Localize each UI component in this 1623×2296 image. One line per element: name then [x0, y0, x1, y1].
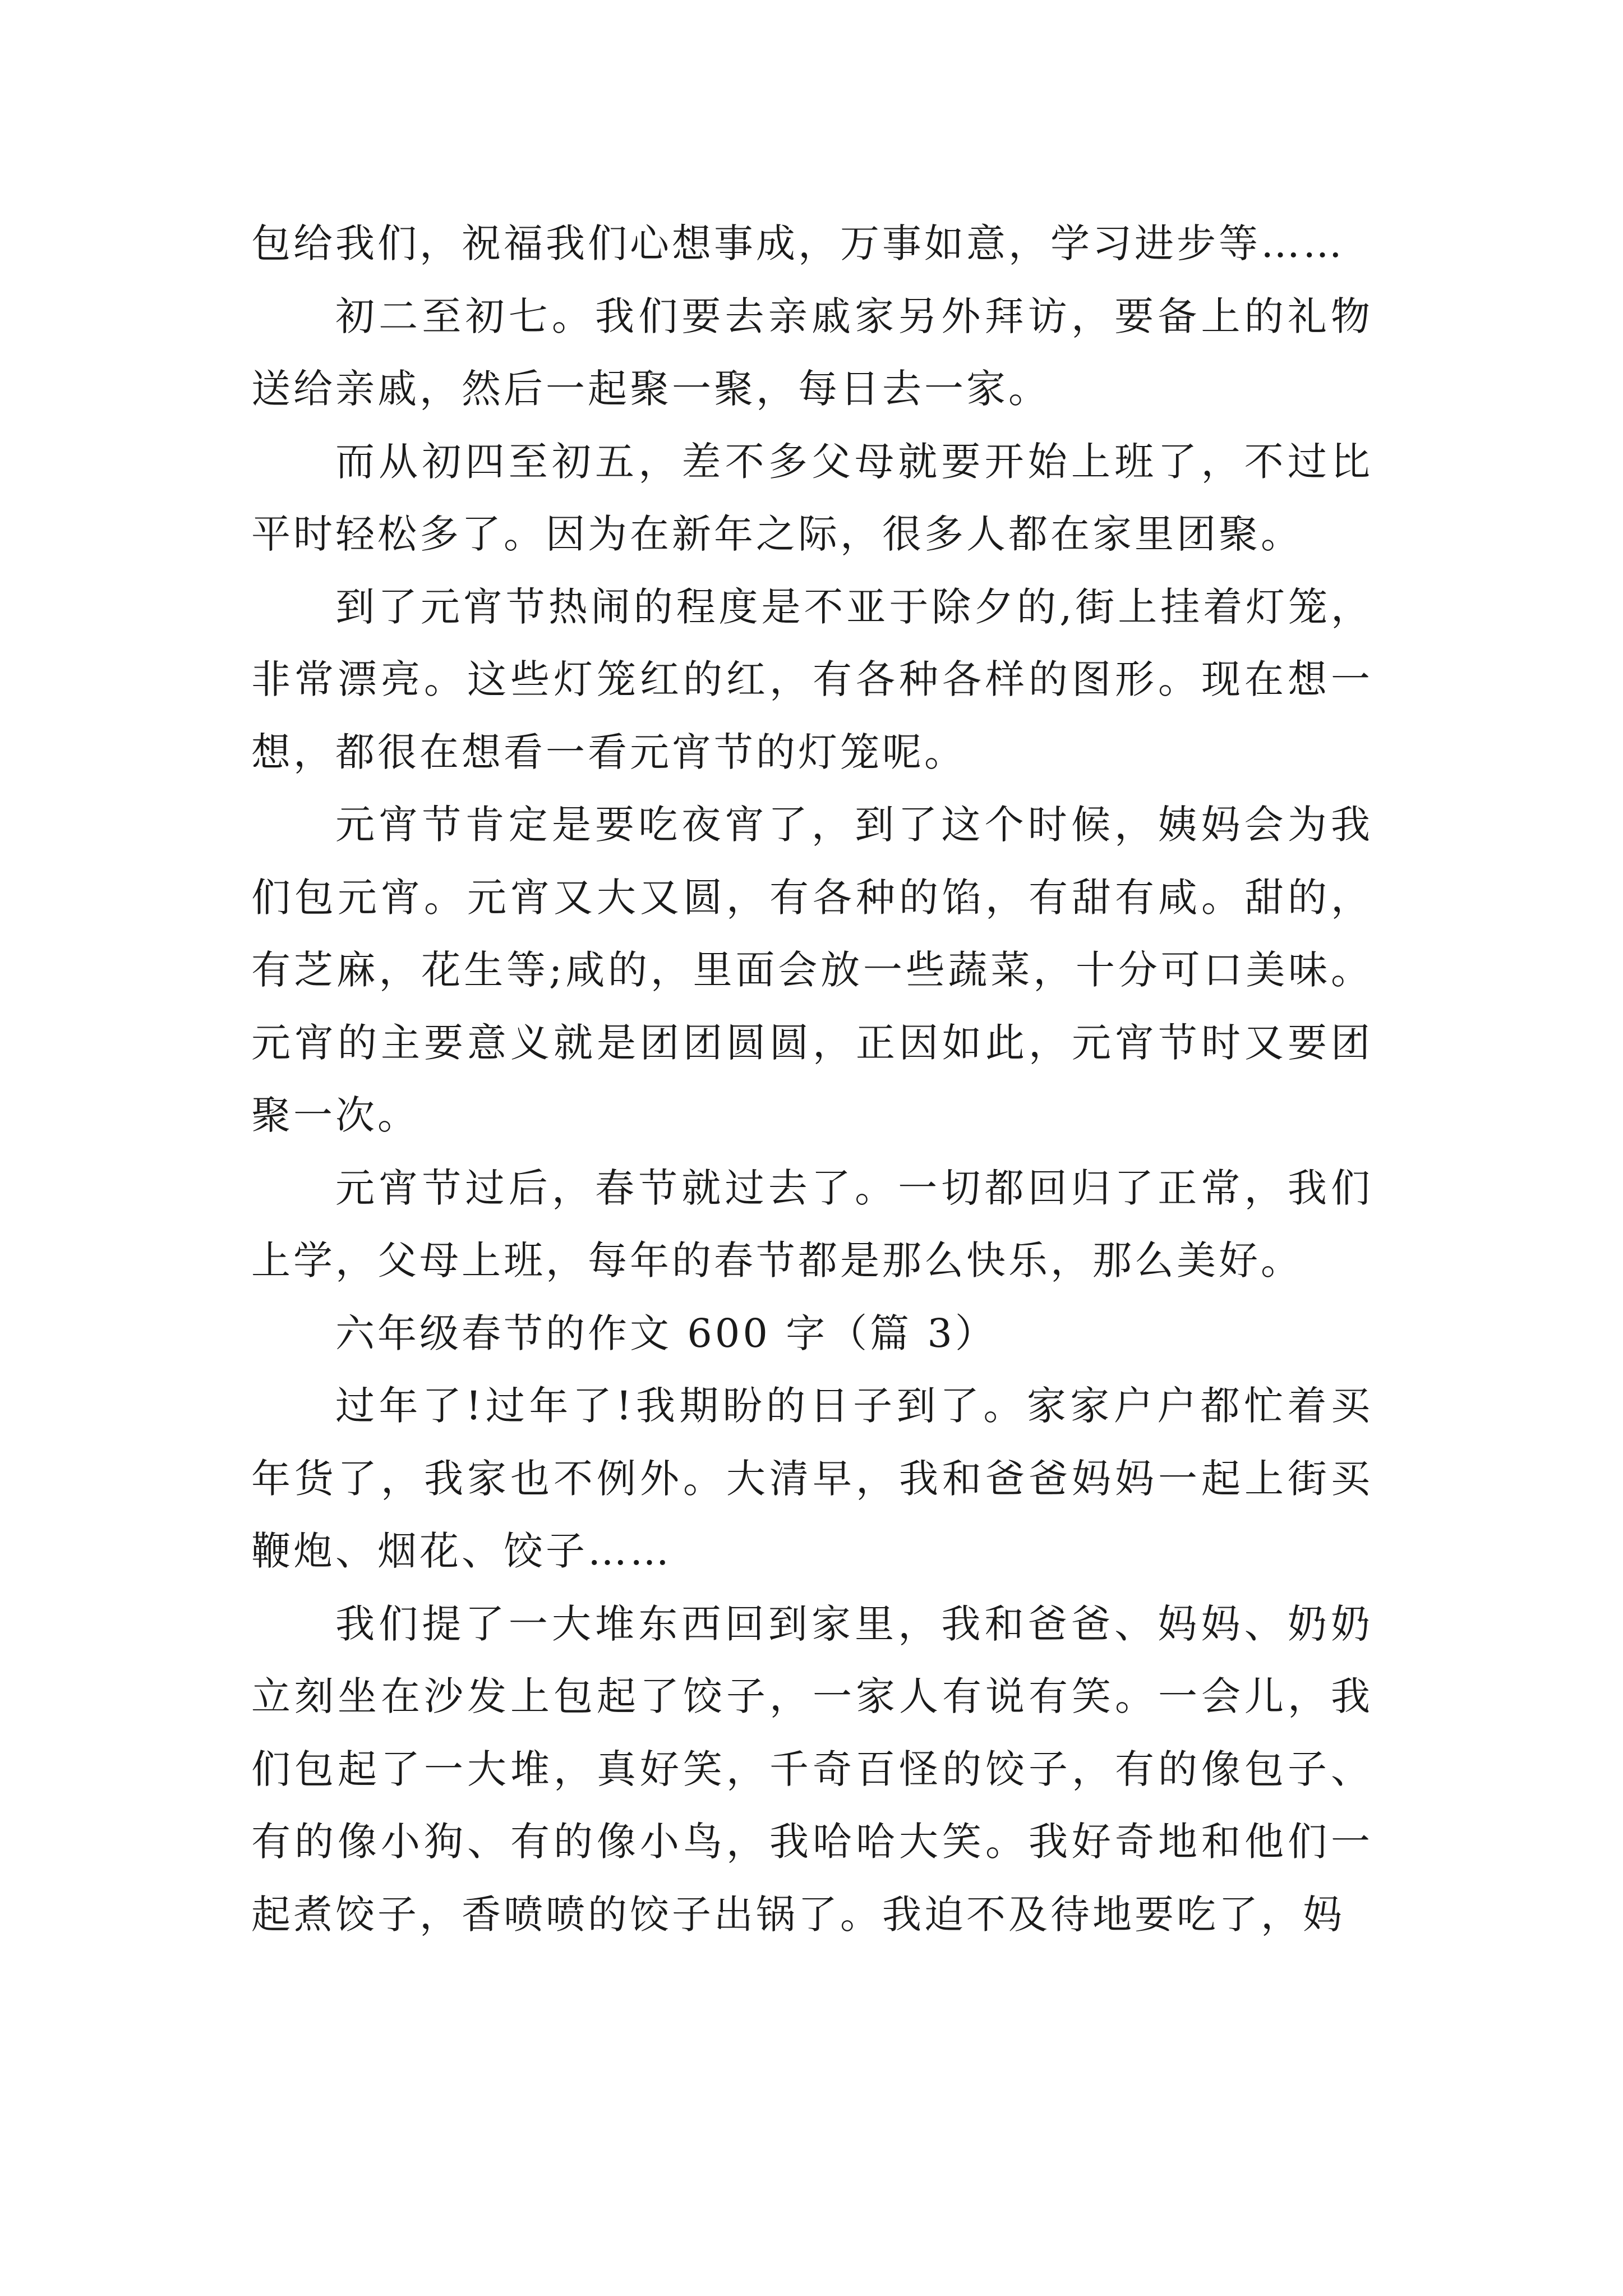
paragraph-7: 过年了!过年了!我期盼的日子到了。家家户户都忙着买年货了，我家也不例外。大清早，我和爸爸妈妈一起上街买鞭炮、烟花、饺子……	[251, 1383, 1373, 1574]
paragraph-5: 元宵节肯定是要吃夜宵了，到了这个时候，姨妈会为我们包元宵。元宵又大又圆，有各种的馅，有甜有咸。甜的，有芝麻，花生等;咸的，里面会放一些蔬菜，十分可口美味。元宵的主要意义就是团团圆圆，正因如此，元宵节时又要团聚一次。	[251, 802, 1373, 1138]
section-heading: 六年级春节的作文 600 字（篇 3）	[335, 1310, 997, 1356]
paragraph-6: 元宵节过后，春节就过去了。一切都回归了正常，我们上学，父母上班，每年的春节都是那么快乐，那么美好。	[251, 1165, 1373, 1283]
document-body	[251, 208, 1373, 1951]
paragraph-3: 而从初四至初五，差不多父母就要开始上班了，不过比平时轻松多了。因为在新年之际，很多人都在家里团聚。	[251, 438, 1373, 557]
paragraph-8: 我们提了一大堆东西回到家里，我和爸爸、妈妈、奶奶立刻坐在沙发上包起了饺子，一家人有说有笑。一会儿，我们包起了一大堆，真好笑，千奇百怪的饺子，有的像包子、有的像小狗、有的像小鸟，我哈哈大笑。我好奇地和他们一起煮饺子，香喷喷的饺子出锅了。我迫不及待地要吃了，妈	[251, 1600, 1373, 1938]
paragraph-2: 初二至初七。我们要去亲戚家另外拜访，要备上的礼物送给亲戚，然后一起聚一聚，每日去一家。	[251, 293, 1373, 412]
paragraph-1: 包给我们，祝福我们心想事成，万事如意，学习进步等……	[251, 220, 1345, 266]
paragraph-4: 到了元宵节热闹的程度是不亚于除夕的,街上挂着灯笼，非常漂亮。这些灯笼红的红，有各种各样的图形。现在想一想，都很在想看一看元宵节的灯笼呢。	[251, 583, 1373, 775]
